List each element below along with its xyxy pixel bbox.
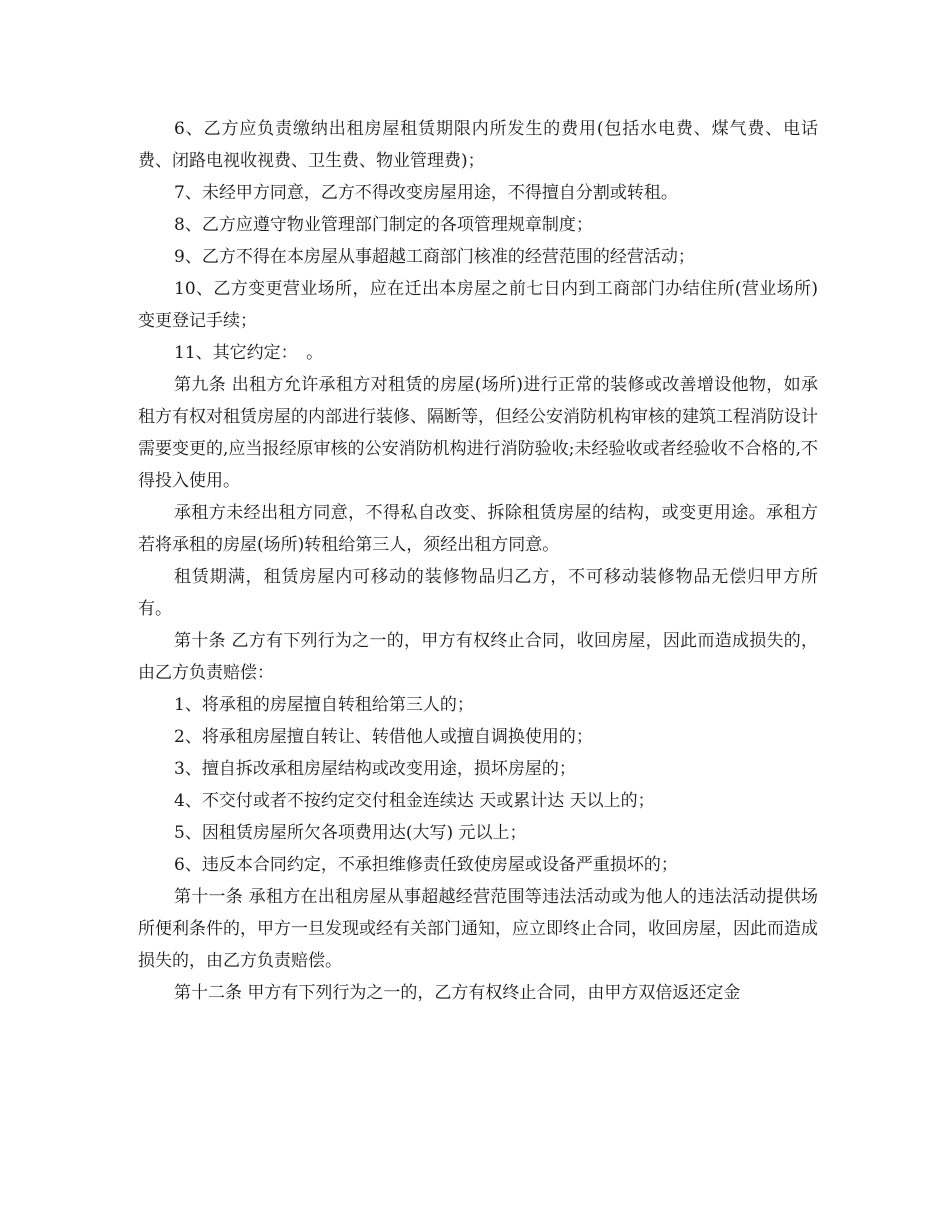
paragraph-article-11: 第十一条 承租方在出租房屋从事超越经营范围等违法活动或为他人的违法活动提供场所便利条件的，甲方一旦发现或经有关部门通知，应立即终止合同，收回房屋，因此而造成损失的，由乙方负责赔偿。: [138, 887, 818, 971]
paragraph-article-10-item-6: 6、违反本合同约定，不承担维修责任致使房屋或设备严重损坏的；: [174, 855, 678, 875]
paragraph-clause-8-9: 9、乙方不得在本房屋从事超越工商部门核准的经营范围的经营活动；: [174, 247, 695, 267]
paragraph-clause-8-11: 11、其它约定： 。: [174, 343, 324, 363]
document-body: [138, 113, 818, 1009]
paragraph-article-9-expiry: 租赁期满，租赁房屋内可移动的装修物品归乙方，不可移动装修物品无偿归甲方所有。: [138, 567, 818, 619]
paragraph-article-12: 第十二条 甲方有下列行为之一的，乙方有权终止合同，由甲方双倍返还定金: [174, 983, 741, 1003]
paragraph-article-10-item-2: 2、将承租房屋擅自转让、转借他人或擅自调换使用的；: [174, 727, 593, 747]
paragraph-clause-8-6: 6、乙方应负责缴纳出租房屋租赁期限内所发生的费用(包括水电费、煤气费、电话费、闭路电视收视费、卫生费、物业管理费)；: [138, 119, 818, 171]
paragraph-article-10-item-5: 5、因租赁房屋所欠各项费用达(大写) 元以上；: [174, 823, 527, 843]
paragraph-article-10-item-4: 4、不交付或者不按约定交付租金连续达 天或累计达 天以上的；: [174, 791, 655, 811]
paragraph-article-10-item-1: 1、将承租的房屋擅自转租给第三人的；: [174, 695, 474, 715]
paragraph-article-10: 第十条 乙方有下列行为之一的，甲方有权终止合同，收回房屋，因此而造成损失的，由乙方负责赔偿：: [138, 631, 818, 683]
paragraph-article-10-item-3: 3、擅自拆改承租房屋结构或改变用途，损坏房屋的；: [174, 759, 576, 779]
paragraph-article-9: 第九条 出租方允许承租方对租赁的房屋(场所)进行正常的装修或改善增设他物，如承租方有权对租赁房屋的内部进行装修、隔断等，但经公安消防机构审核的建筑工程消防设计需要变更的,应当报经原审核的公安消防机构进行消防验收;未经验收或者经验收不合格的,不得投入使用。: [138, 375, 818, 491]
paragraph-article-9-consent: 承租方未经出租方同意，不得私自改变、拆除租赁房屋的结构，或变更用途。承租方若将承租的房屋(场所)转租给第三人，须经出租方同意。: [138, 503, 818, 555]
paragraph-clause-8-7: 7、未经甲方同意，乙方不得改变房屋用途，不得擅自分割或转租。: [174, 183, 678, 203]
paragraph-clause-8-8: 8、乙方应遵守物业管理部门制定的各项管理规章制度；: [174, 215, 593, 235]
paragraph-clause-8-10: 10、乙方变更营业场所，应在迁出本房屋之前七日内到工商部门办结住所(营业场所)变更登记手续；: [138, 279, 818, 331]
